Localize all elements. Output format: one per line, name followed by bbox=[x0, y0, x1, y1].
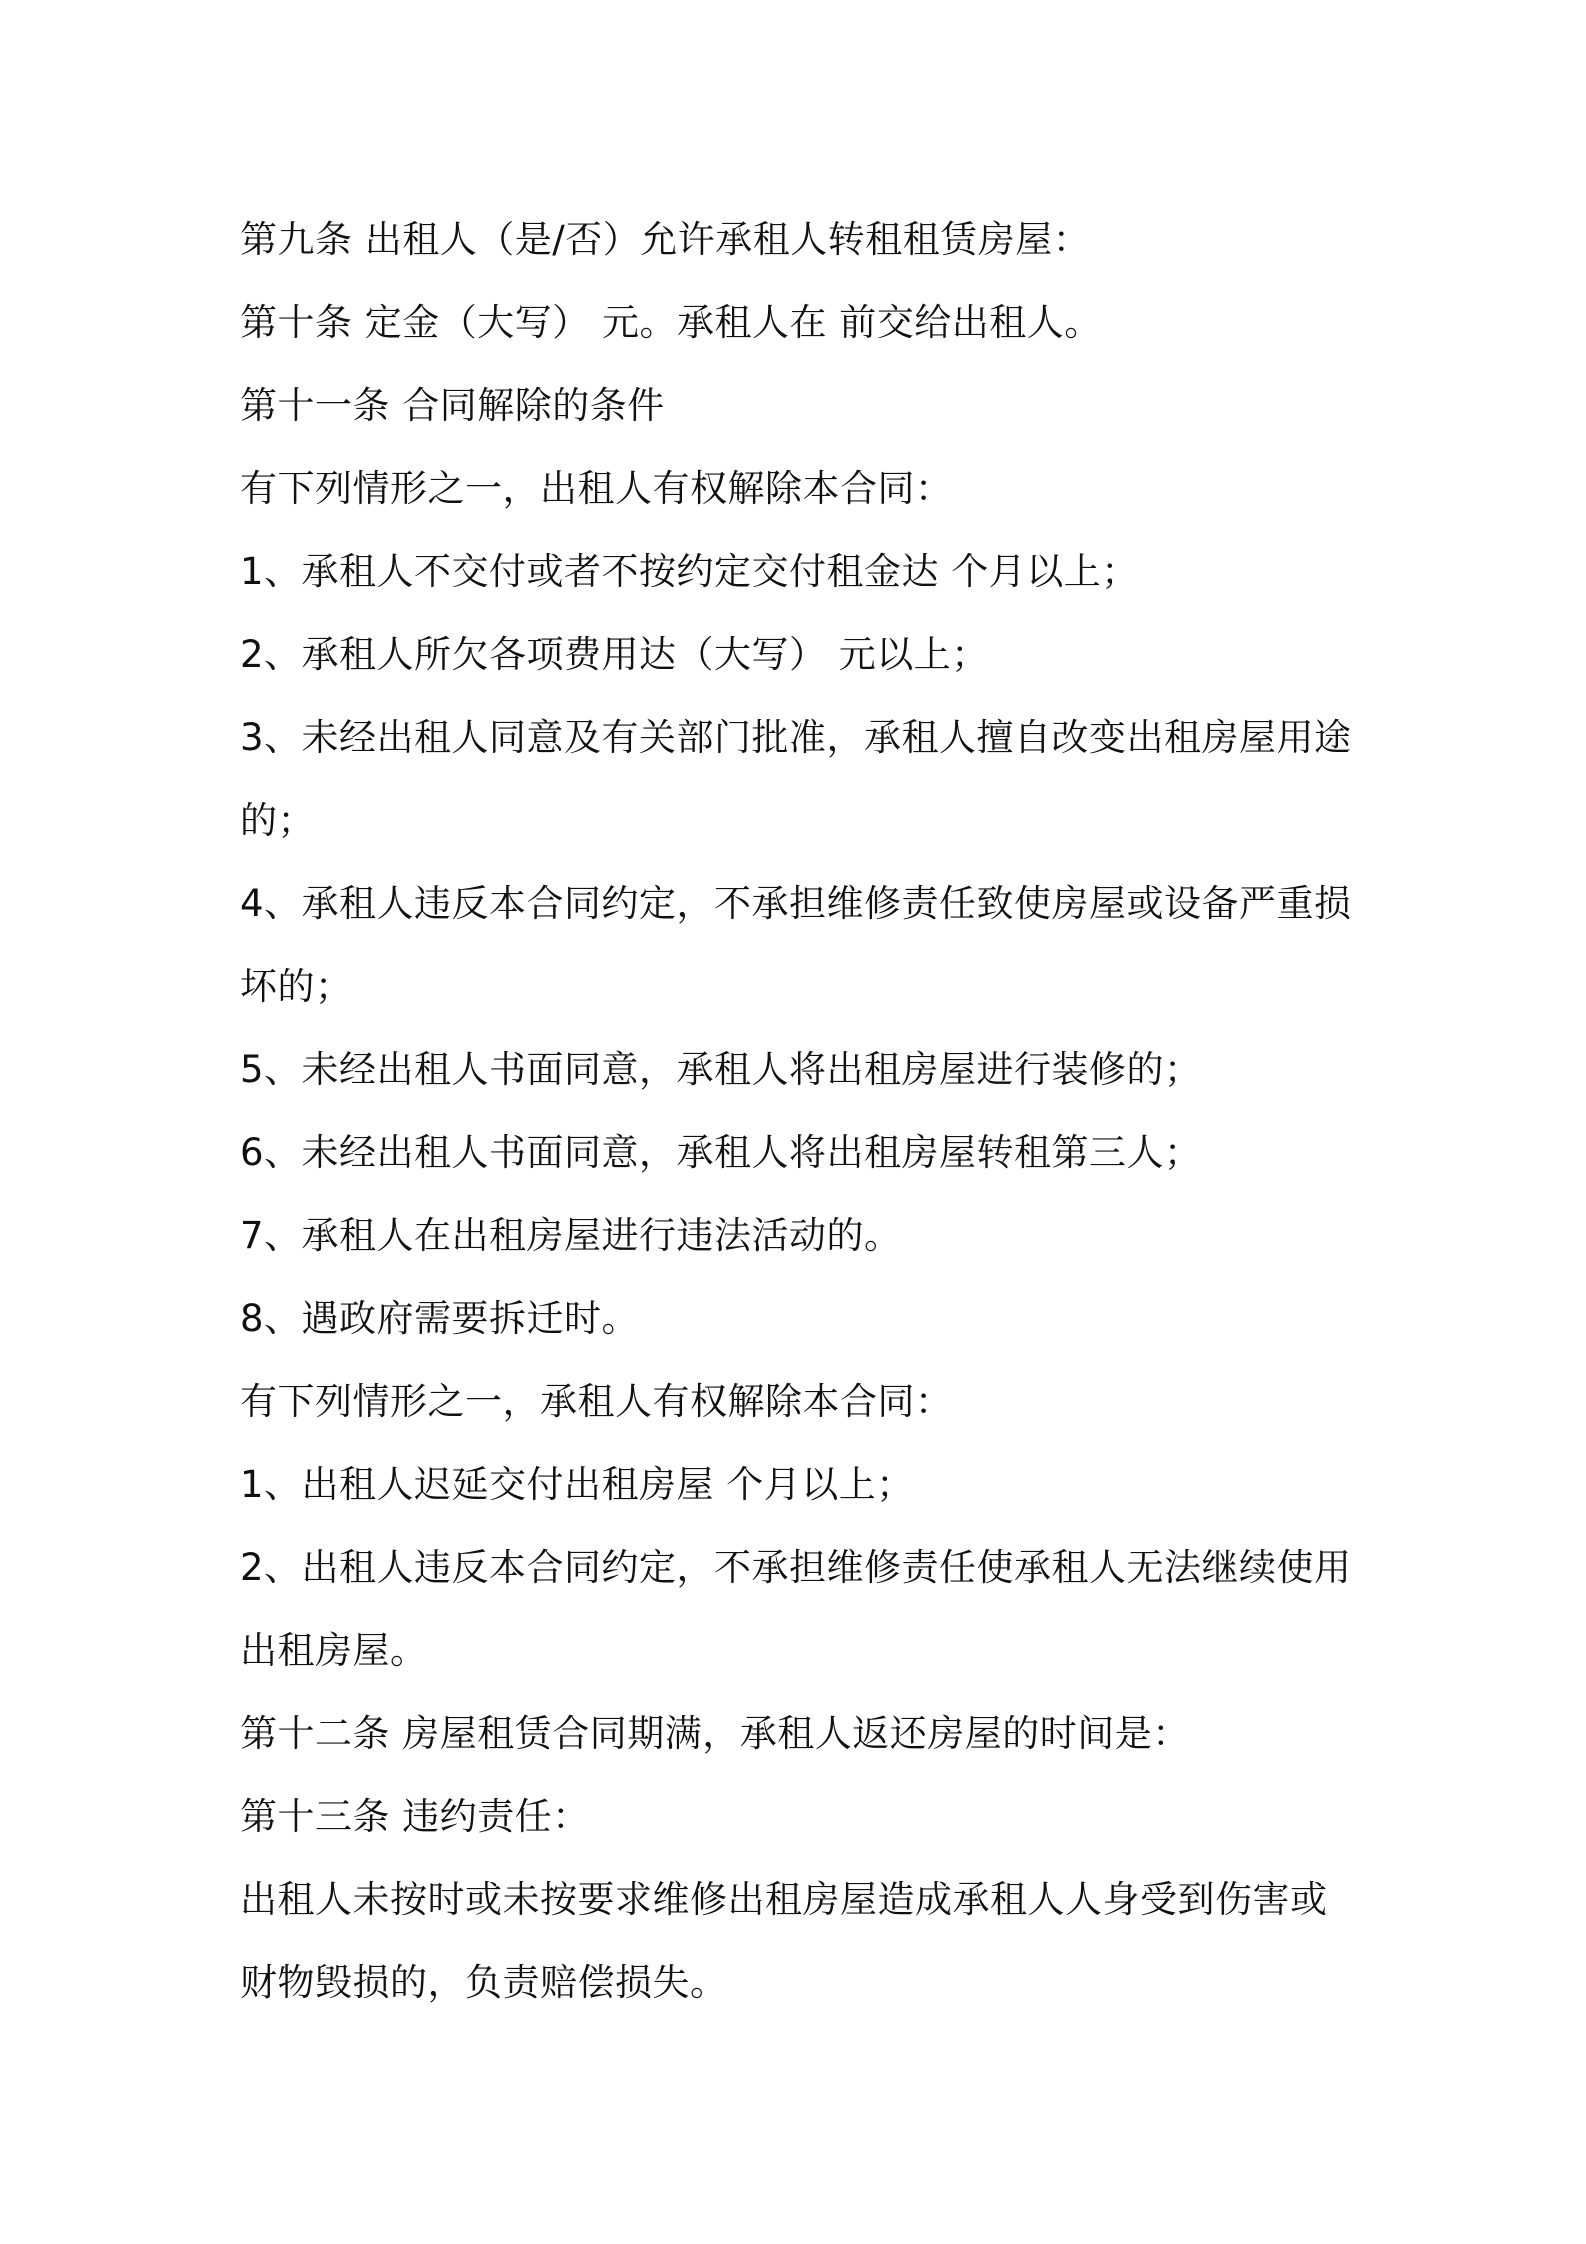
landlord-clause-7: 7、承租人在出租房屋进行违法活动的。 bbox=[240, 1214, 902, 1257]
article-11-heading: 第十一条 合同解除的条件 bbox=[240, 384, 665, 427]
article-13-body: 出租人未按时或未按要求维修出租房屋造成承租人人身受到伤害或 bbox=[240, 1878, 1328, 1921]
landlord-clause-8: 8、遇政府需要拆迁时。 bbox=[240, 1297, 640, 1340]
landlord-clause-5: 5、未经出租人书面同意，承租人将出租房屋进行装修的； bbox=[240, 1048, 1202, 1091]
article-13-body-cont: 财物毁损的，负责赔偿损失。 bbox=[240, 1961, 728, 2004]
landlord-clause-1: 1、承租人不交付或者不按约定交付租金达 个月以上； bbox=[240, 550, 1139, 593]
tenant-clause-2: 2、出租人违反本合同约定，不承担维修责任使承租人无法继续使用 bbox=[240, 1546, 1352, 1589]
tenant-clause-1: 1、出租人迟延交付出租房屋 个月以上； bbox=[240, 1463, 914, 1506]
document-body bbox=[240, 198, 1370, 2024]
article-12-line: 第十二条 房屋租赁合同期满，承租人返还房屋的时间是： bbox=[240, 1712, 1190, 1755]
article-10-line: 第十条 定金（大写） 元。承租人在 前交给出租人。 bbox=[240, 301, 1102, 344]
landlord-clause-4-cont: 坏的； bbox=[240, 965, 353, 1008]
article-13-heading: 第十三条 违约责任： bbox=[240, 1795, 590, 1838]
tenant-clause-2-cont: 出租房屋。 bbox=[240, 1629, 428, 1672]
landlord-clause-2: 2、承租人所欠各项费用达（大写） 元以上； bbox=[240, 633, 989, 676]
landlord-clause-3-cont: 的； bbox=[240, 799, 315, 842]
landlord-clause-6: 6、未经出租人书面同意，承租人将出租房屋转租第三人； bbox=[240, 1131, 1202, 1174]
landlord-clause-3: 3、未经出租人同意及有关部门批准，承租人擅自改变出租房屋用途 bbox=[240, 716, 1352, 759]
landlord-clause-4: 4、承租人违反本合同约定，不承担维修责任致使房屋或设备严重损 bbox=[240, 882, 1352, 925]
article-9-line: 第九条 出租人（是/否）允许承租人转租租赁房屋： bbox=[240, 218, 1091, 261]
tenant-termination-intro: 有下列情形之一，承租人有权解除本合同： bbox=[240, 1380, 953, 1423]
landlord-termination-intro: 有下列情形之一，出租人有权解除本合同： bbox=[240, 467, 953, 510]
